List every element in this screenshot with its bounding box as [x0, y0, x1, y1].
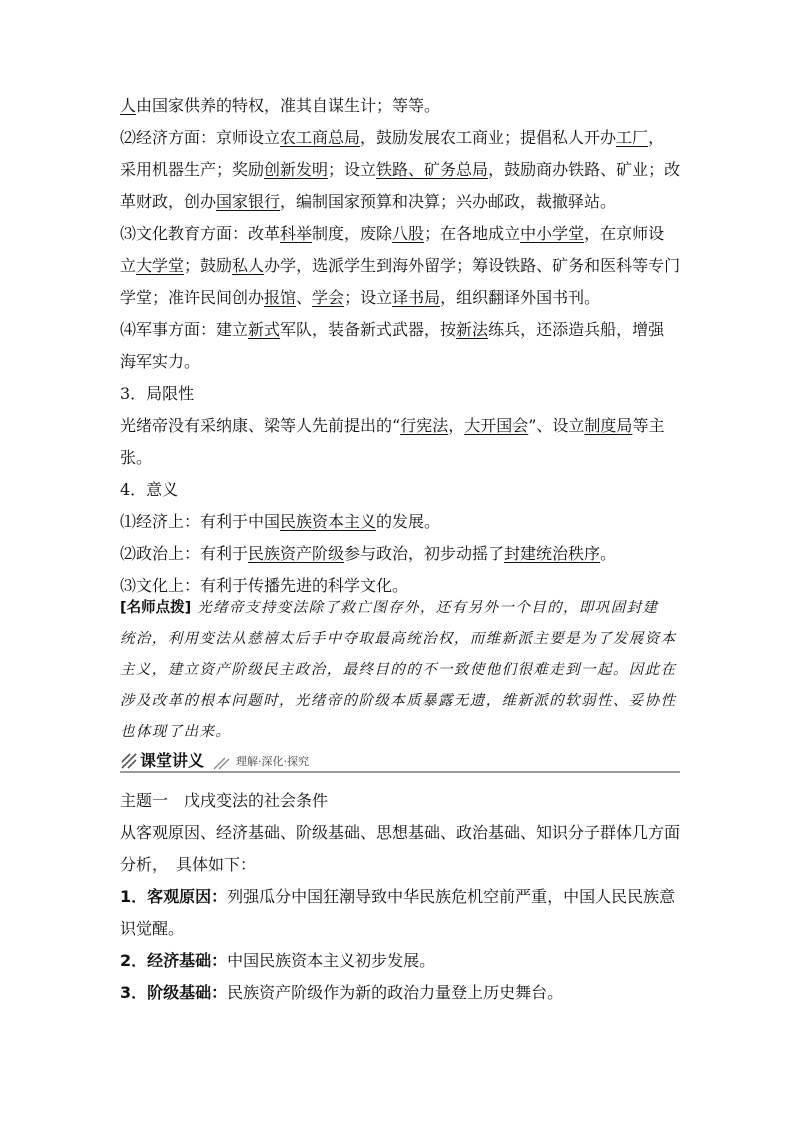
teacher-tip — [120, 593, 680, 748]
text-line-11: 光绪帝没有采纳康、梁等人先前提出的“行宪法，大开国会”、设立制度局等主 — [120, 416, 665, 435]
section-divider — [120, 771, 680, 773]
section-title: 课堂讲义 — [140, 751, 205, 770]
text-line-9: 海军实力。 — [120, 352, 201, 371]
section-subtitle: 理解·深化·探究 — [236, 755, 309, 768]
heading-limitations: 3．局限性 — [120, 384, 195, 403]
text-line-7: 学堂；准许民间创办报馆、学会；设立译书局，组织翻译外国书刊。 — [120, 288, 601, 307]
intro-line-2: 分析， 具体如下： — [120, 855, 257, 874]
section-header — [120, 750, 680, 774]
text-line-15: ⑵政治上：有利于民族资产阶级参与政治，初步动摇了封建统治秩序。 — [120, 544, 617, 563]
item-2: 2．经济基础：中国民族资本主义初步发展。 — [120, 951, 436, 970]
topic-title: 主题一 戊戌变法的社会条件 — [120, 791, 329, 810]
item-1: 1．客观原因：列强瓜分中国狂潮导致中华民族危机空前严重，中国人民民族意 — [120, 887, 676, 906]
heading-significance: 4．意义 — [120, 480, 179, 499]
text-line-2: ⑵经济方面：京师设立农工商总局，鼓励发展农工商业；提倡私人开办工厂， — [120, 128, 665, 147]
text-line-6: 立大学堂；鼓励私人办学，选派学生到海外留学；筹设铁路、矿务和医科等专门 — [120, 256, 681, 275]
section-stripe-small-icon — [212, 756, 230, 770]
item-1-cont: 识觉醒。 — [120, 919, 185, 938]
text-line-16: ⑶文化上：有利于传播先进的科学文化。 — [120, 576, 409, 595]
tip-line-5: 也体现了出来。 — [120, 724, 232, 740]
text-line-8: ⑷军事方面：建立新式军队，装备新式武器，按新法练兵，还添造兵船，增强 — [120, 320, 665, 339]
text-line-5: ⑶文化教育方面：改革科举制度，废除八股；在各地成立中小学堂，在京师设 — [120, 224, 665, 243]
text-line-12: 张。 — [120, 448, 153, 467]
text-line-1: 人由国家供养的特权，准其自谋生计；等等。 — [120, 96, 441, 115]
tip-line-2: 统治，利用变法从慈禧太后手中夺取最高统治权，而维新派主要是为了发展资本 — [120, 631, 677, 647]
section-stripe-icon — [120, 752, 138, 770]
text-line-4: 革财政，创办国家银行，编制国家预算和决算；兴办邮政，裁撤驿站。 — [120, 192, 617, 211]
tip-label: [名师点拨] — [120, 600, 192, 616]
tip-line-3: 主义，建立资产阶级民主政治，最终目的的不一致使他们很难走到一起。因此在 — [120, 662, 677, 678]
tip-line-4: 涉及改革的根本问题时，光绪帝的阶级本质暴露无遗，维新派的软弱性、妥协性 — [120, 693, 677, 709]
item-3: 3．阶级基础：民族资产阶级作为新的政治力量登上历史舞台。 — [120, 983, 564, 1002]
text-line-14: ⑴经济上：有利于中国民族资本主义的发展。 — [120, 512, 441, 531]
text-line-3: 采用机器生产；奖励创新发明；设立铁路、矿务总局，鼓励商办铁路、矿业；改 — [120, 160, 681, 179]
intro-line-1: 从客观原因、经济基础、阶级基础、思想基础、政治基础、知识分子群体几方面 — [120, 823, 681, 842]
tip-line-1: [名师点拨] 光绪帝支持变法除了救亡图存外，还有另外一个目的，即巩固封建 — [120, 600, 659, 616]
